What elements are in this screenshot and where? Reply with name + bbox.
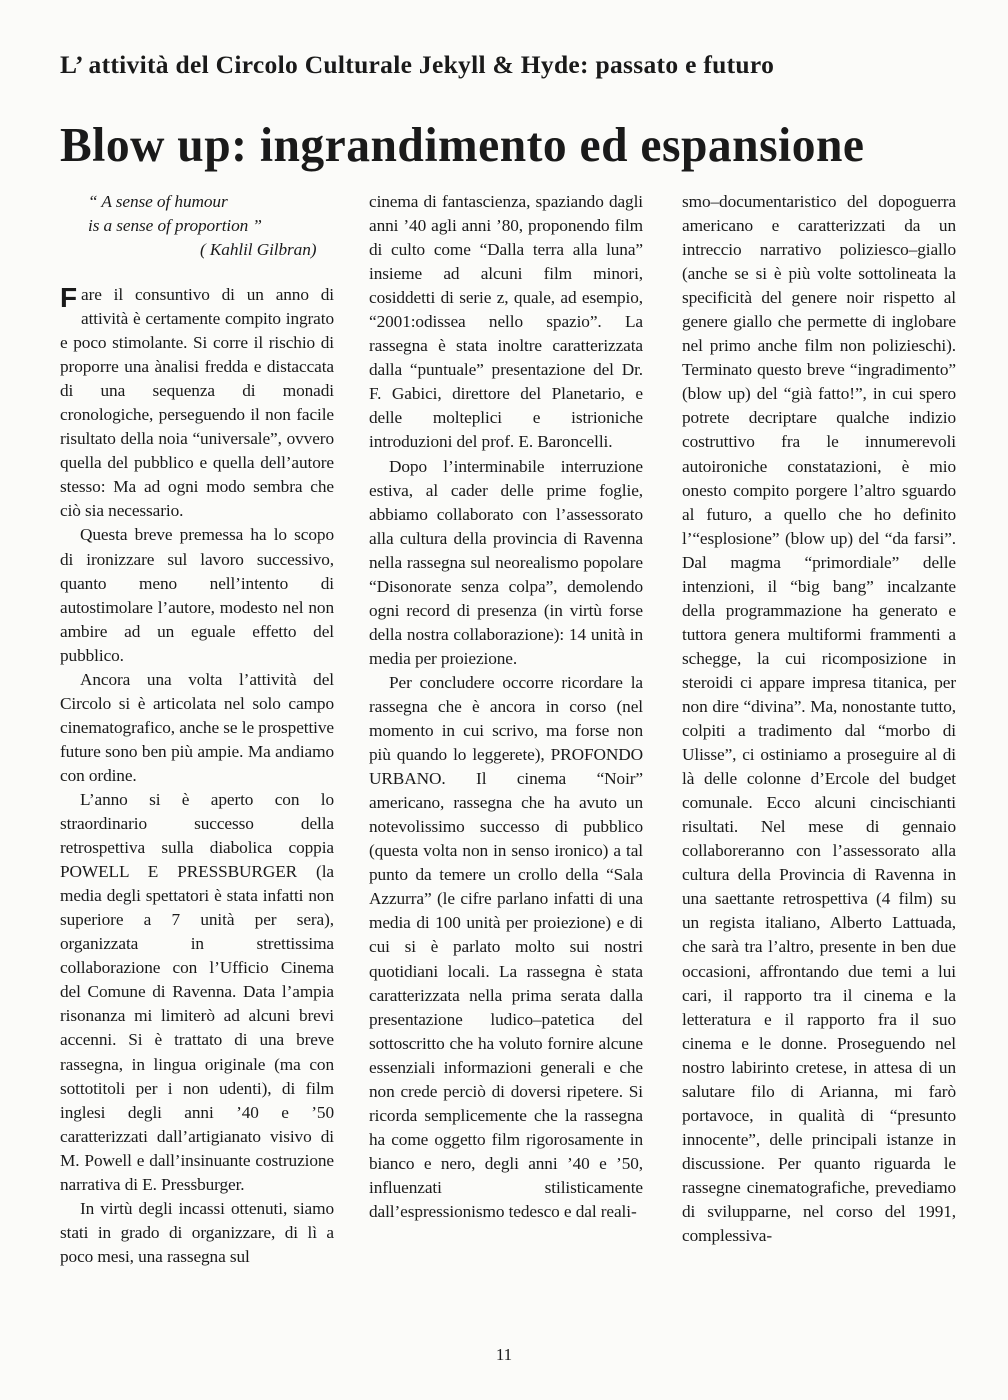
paragraph: cinema di fantascienza, spaziando dagli anni ’40 agli anni ’80, proponendo film di culto come “Dalla terra alla luna” insieme ad alcuni film minori, cosiddetti di serie z, quale, ad esempio, “2001:odissea nello spazio”. La rassegna è stata inoltre caratterizzata dalla “puntuale” presentazione del Dr. F. Gabici, direttore del Planetario, e delle molteplici e istrioniche introduzioni del prof. E. Baroncelli. (369, 192, 643, 452)
epigraph-line-2: is a sense of proportion ” (88, 216, 262, 235)
article-column-1 (60, 190, 334, 1269)
paragraph (60, 283, 334, 523)
section-header: L’ attività del Circolo Culturale Jekyll & Hyde: passato e futuro (60, 50, 775, 79)
page-number: 11 (495, 1345, 513, 1364)
drop-cap: F (60, 282, 78, 313)
paragraph-text: are il consuntivo di un anno di attività è certamente compito ingrato e poco stimolante. Si corre il rischio di proporre una ànalisi fredda e distaccata di una sequenza di monadi cronologiche, perseguendo il non facile risultato della noia “universale”, ovvero quella del pubblico e quella dell’autore stesso: Ma ad ogni modo sembra che ciò sia necessario. (60, 285, 334, 521)
epigraph-attribution: ( Kahlil Gilbran) (200, 240, 317, 259)
paragraph: smo–documentaristico del dopoguerra americano e caratterizzati da un intreccio narrativo poliziesco–giallo (anche se si è più volte sottolineata la specificità del genere noir rispetto al genere giallo che permette di inglobare nel primo anche film non polizieschi). Terminato questo breve “ingradimento” (blow up) del “già fatto!”, in cui spero potrete decriptare qualche indizio costruttivo fra le innumerevoli autoironiche constatazioni, è mio onesto compito porgere l’altro sguardo al futuro, a quello che ho definito l’“esplosione” (blow up) del “da farsi”. Dal magma “primordiale” delle intenzioni, il “big bang” incalzante della programmazione ha generato e tuttora genera multiformi frammenti a schegge, la cui ricomposizione in steroidi ci appare impresa titanica, per non dire “divina”. Ma, nonostante tutto, colpiti a tradimento dal “morbo di Ulisse”, ci ostiniamo a proseguire al di là delle colonne d’Ercole del budget comunale. Ecco alcuni cincischianti risultati. Nel mese di gennaio collaboreranno con l’assessorato alla cultura della Provincia di Ravenna in una saettante retrospettiva (4 film) su un regista italiano, Alberto Lattuada, che sarà tra l’altro, presente in ben due occasioni, affrontando due temi a lui cari, il rapporto tra il cinema e la letteratura e il rapporto fra il suo cinema e le donne. Proseguendo nel nostro labirinto cretese, in attesa di un salutare filo di Arianna, mi farò portavoce, in qualità di “presunto innocente”, delle principali istanze in discussione. Per quanto riguarda le rassegne cinematografiche, prevediamo di svilupparne, nel corso del 1991, complessiva- (682, 192, 956, 1246)
paragraph: L’anno si è aperto con lo straordinario successo della retrospettiva sulla diabolica coppia POWELL E PRESSBURGER (la media degli spettatori è stata infatti non superiore a 7 unità per sera), organizzata in strettissima collaborazione con l’Ufficio Cinema del Comune di Ravenna. Data l’ampia risonanza mi limiterò ad alcuni brevi accenni. Si è trattato di una breve rassegna, in lingua originale (ma con sottotitoli per i non udenti), di film inglesi degli anni ’40 e ’50 caratterizzati dall’artigianato visivo di M. Powell e dall’insinuante costruzione narrativa di E. Pressburger. (60, 789, 334, 1194)
paragraph: In virtù degli incassi ottenuti, siamo stati in grado di organizzare, di lì a poco mesi, una rassegna sul (60, 1198, 334, 1266)
article-headline: Blow up: ingrandimento ed espansione (60, 117, 865, 172)
paragraph: Ancora una volta l’attività del Circolo si è articolata nel solo campo cinematografico, anche se le prospettive future sono ben più ampie. Ma andiamo con ordine. (60, 669, 334, 785)
article-column-3 (682, 190, 956, 1248)
article-column-2 (369, 190, 643, 1224)
paragraph: Dopo l’interminabile interruzione estiva, al cader delle prime foglie, abbiamo collaborato con l’assessorato alla cultura della provincia di Ravenna nella rassegna sul neorealismo popolare “Disonorate senza colpa”, demolendo ogni record di presenza (in virtù forse della nostra collaborazione): 14 unità in media per proiezione. (369, 456, 643, 668)
epigraph (60, 190, 334, 262)
paragraph: Questa breve premessa ha lo scopo di ironizzare sul lavoro successivo, quanto meno nell’intento di autostimolare l’autore, modesto nel non ambire ad un eguale effetto del pubblico. (60, 525, 334, 665)
epigraph-line-1: “ A sense of humour (88, 192, 228, 211)
paragraph: Per concludere occorre ricordare la rassegna che è ancora in corso (nel momento in cui scrivo, ma forse non più quando lo leggerete), PROFONDO URBANO. Il cinema “Noir” americano, rassegna che ha avuto un notevolissimo successo di pubblico (questa volta non in senso ironico) a tal punto da temere un crollo della “Sala Azzurra” (le cifre parlano infatti di una media di 100 unità per proiezione) e di cui si è parlato molto sui nostri quotidiani locali. La rassegna è stata caratterizzata nella prima serata dalla presentazione ludico–patetica del sottoscritto che ha voluto fornire alcune essenziali informazioni generali e che non crede perciò di doversi ripetere. Si ricorda semplicemente che la rassegna ha come oggetto film rigorosamente in bianco e nero, degli anni ’40 e ’50, influenzati stilisticamente dall’espressionismo tedesco e dal reali- (369, 672, 643, 1221)
